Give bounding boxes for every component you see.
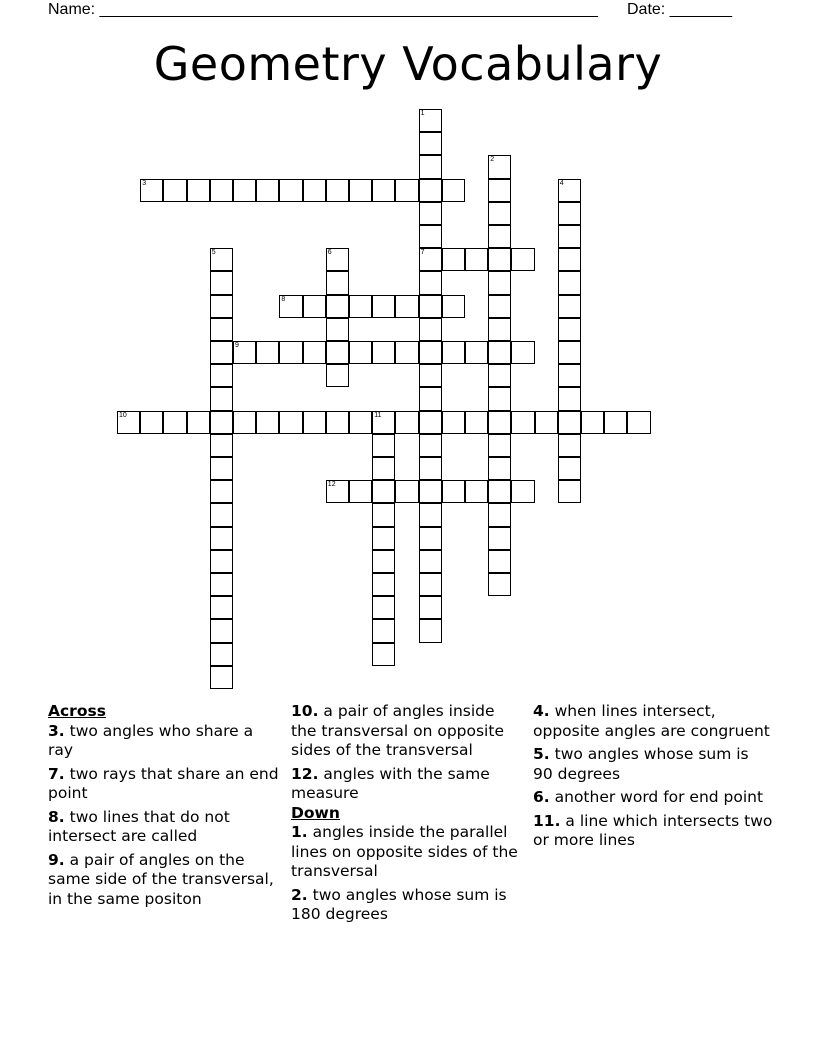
crossword-cell[interactable] bbox=[326, 411, 349, 434]
crossword-cell[interactable] bbox=[210, 318, 233, 341]
name-field[interactable]: Name: ________________________________________________________ bbox=[48, 1, 598, 18]
clue-number: 5. bbox=[533, 745, 550, 763]
crossword-cell[interactable] bbox=[140, 411, 163, 434]
crossword-cell[interactable] bbox=[395, 480, 418, 503]
clue-text: another word for end point bbox=[554, 788, 764, 806]
crossword-cell[interactable] bbox=[210, 411, 233, 434]
crossword-cell[interactable] bbox=[372, 434, 395, 457]
crossword-cell[interactable] bbox=[210, 573, 233, 596]
crossword-cell[interactable] bbox=[395, 179, 418, 202]
crossword-cell[interactable] bbox=[210, 387, 233, 410]
clue-text: two angles whose sum is 90 degrees bbox=[533, 745, 749, 783]
crossword-cell[interactable] bbox=[419, 503, 442, 526]
clue-down-4 bbox=[533, 702, 773, 741]
down-heading: Down bbox=[291, 803, 340, 822]
crossword-cell[interactable] bbox=[558, 364, 581, 387]
crossword-cell[interactable] bbox=[326, 295, 349, 318]
cell-number: 5 bbox=[211, 249, 216, 257]
crossword-cell[interactable] bbox=[210, 619, 233, 642]
crossword-cell[interactable] bbox=[558, 434, 581, 457]
crossword-cell[interactable] bbox=[419, 457, 442, 480]
clue-text: angles with the same measure bbox=[291, 764, 490, 802]
clues-column-1 bbox=[48, 702, 280, 913]
crossword-cell[interactable] bbox=[488, 248, 511, 271]
crossword-cell[interactable] bbox=[488, 318, 511, 341]
crossword-cell[interactable] bbox=[511, 411, 534, 434]
crossword-cell[interactable] bbox=[419, 225, 442, 248]
clue-number: 3. bbox=[48, 721, 65, 740]
clue-across-7 bbox=[48, 765, 280, 804]
crossword-cell[interactable] bbox=[210, 271, 233, 294]
crossword-cell[interactable] bbox=[419, 202, 442, 225]
clue-text: a pair of angles inside the transversal on opposite sides of the transversal bbox=[291, 702, 504, 759]
crossword-cell[interactable] bbox=[349, 179, 372, 202]
crossword-cell[interactable] bbox=[372, 503, 395, 526]
clue-text: two angles who share a ray bbox=[48, 721, 254, 759]
clues-column-3 bbox=[533, 702, 773, 855]
crossword-cell[interactable] bbox=[210, 596, 233, 619]
crossword-cell[interactable] bbox=[372, 619, 395, 642]
clue-text: angles inside the parallel lines on opposite sides of the transversal bbox=[291, 823, 518, 880]
clue-down-6 bbox=[533, 788, 773, 808]
crossword-cell[interactable] bbox=[558, 179, 581, 202]
date-field[interactable]: Date: _______ bbox=[627, 1, 732, 18]
crossword-cell[interactable] bbox=[372, 643, 395, 666]
crossword-cell[interactable] bbox=[326, 271, 349, 294]
cell-number: 12 bbox=[327, 481, 336, 489]
crossword-cell[interactable] bbox=[210, 480, 233, 503]
crossword-cell[interactable] bbox=[210, 364, 233, 387]
crossword-cell[interactable] bbox=[442, 341, 465, 364]
crossword-cell[interactable] bbox=[395, 295, 418, 318]
crossword-cell[interactable] bbox=[488, 457, 511, 480]
crossword-cell[interactable] bbox=[558, 341, 581, 364]
crossword-cell[interactable] bbox=[488, 295, 511, 318]
crossword-cell[interactable] bbox=[163, 179, 186, 202]
crossword-cell[interactable] bbox=[233, 179, 256, 202]
crossword-cell[interactable] bbox=[372, 550, 395, 573]
crossword-cell[interactable] bbox=[256, 179, 279, 202]
clue-number: 12. bbox=[291, 764, 319, 783]
crossword-cell[interactable] bbox=[419, 295, 442, 318]
crossword-cell[interactable] bbox=[465, 248, 488, 271]
crossword-cell[interactable] bbox=[326, 318, 349, 341]
clue-across-10 bbox=[291, 702, 523, 761]
crossword-cell[interactable] bbox=[488, 434, 511, 457]
crossword-cell[interactable] bbox=[511, 248, 534, 271]
crossword-cell[interactable] bbox=[558, 248, 581, 271]
crossword-cell[interactable] bbox=[326, 341, 349, 364]
crossword-cell[interactable] bbox=[581, 411, 604, 434]
cell-number: 11 bbox=[374, 411, 382, 419]
crossword-cell[interactable] bbox=[558, 387, 581, 410]
crossword-cell[interactable] bbox=[442, 411, 465, 434]
crossword-cell[interactable] bbox=[256, 341, 279, 364]
clue-down-5 bbox=[533, 745, 773, 784]
crossword-cell[interactable] bbox=[326, 248, 349, 271]
crossword-cell[interactable] bbox=[558, 271, 581, 294]
cell-number: 7 bbox=[420, 249, 425, 257]
clue-text: two angles whose sum is 180 degrees bbox=[291, 885, 507, 923]
crossword-cell[interactable] bbox=[511, 480, 534, 503]
crossword-cell[interactable] bbox=[210, 341, 233, 364]
crossword-cell[interactable] bbox=[419, 132, 442, 155]
crossword-cell[interactable] bbox=[488, 411, 511, 434]
crossword-cell[interactable] bbox=[604, 411, 627, 434]
crossword-cell[interactable] bbox=[372, 411, 395, 434]
crossword-cell[interactable] bbox=[303, 411, 326, 434]
crossword-cell[interactable] bbox=[187, 179, 210, 202]
crossword-cell[interactable] bbox=[558, 318, 581, 341]
crossword-cell[interactable] bbox=[419, 387, 442, 410]
crossword-cell[interactable] bbox=[210, 666, 233, 689]
crossword-cell[interactable] bbox=[419, 109, 442, 132]
crossword-cell[interactable] bbox=[210, 248, 233, 271]
crossword-cell[interactable] bbox=[210, 295, 233, 318]
crossword-cell[interactable] bbox=[465, 480, 488, 503]
crossword-cell[interactable] bbox=[419, 550, 442, 573]
crossword-cell[interactable] bbox=[303, 295, 326, 318]
clue-across-12 bbox=[291, 765, 523, 804]
crossword-cell[interactable] bbox=[210, 643, 233, 666]
page-title: Geometry Vocabulary bbox=[153, 37, 663, 91]
clue-number: 4. bbox=[533, 702, 550, 720]
crossword-cell[interactable] bbox=[488, 225, 511, 248]
crossword-cell[interactable] bbox=[210, 179, 233, 202]
crossword-cell[interactable] bbox=[210, 527, 233, 550]
cell-number: 6 bbox=[327, 249, 332, 257]
clue-down-11 bbox=[533, 812, 773, 851]
crossword-cell[interactable] bbox=[558, 202, 581, 225]
crossword-cell[interactable] bbox=[419, 318, 442, 341]
crossword-cell[interactable] bbox=[349, 341, 372, 364]
crossword-cell[interactable] bbox=[488, 503, 511, 526]
crossword-cell[interactable] bbox=[488, 480, 511, 503]
crossword-cell[interactable] bbox=[488, 550, 511, 573]
crossword-cell[interactable] bbox=[419, 480, 442, 503]
crossword-cell[interactable] bbox=[349, 480, 372, 503]
crossword-cell[interactable] bbox=[210, 503, 233, 526]
cell-number: 9 bbox=[235, 342, 239, 349]
crossword-cell[interactable] bbox=[419, 364, 442, 387]
crossword-cell[interactable] bbox=[279, 411, 302, 434]
crossword-cell[interactable] bbox=[558, 295, 581, 318]
cell-number: 4 bbox=[559, 179, 564, 187]
crossword-cell[interactable] bbox=[303, 341, 326, 364]
crossword-cell[interactable] bbox=[488, 527, 511, 550]
crossword-cell[interactable] bbox=[326, 364, 349, 387]
clue-number: 6. bbox=[533, 788, 550, 806]
clue-text: two rays that share an end point bbox=[48, 764, 279, 802]
crossword-cell[interactable] bbox=[326, 179, 349, 202]
crossword-cell[interactable] bbox=[419, 411, 442, 434]
crossword-cell[interactable] bbox=[419, 248, 442, 271]
crossword-cell[interactable] bbox=[372, 573, 395, 596]
crossword-cell[interactable] bbox=[419, 341, 442, 364]
crossword-cell[interactable] bbox=[488, 341, 511, 364]
cell-number: 2 bbox=[490, 156, 495, 164]
crossword-cell[interactable] bbox=[627, 411, 650, 434]
crossword-cell[interactable] bbox=[488, 573, 511, 596]
crossword-cell[interactable] bbox=[233, 341, 256, 364]
across-heading: Across bbox=[48, 702, 106, 720]
crossword-cell[interactable] bbox=[558, 225, 581, 248]
crossword-cell[interactable] bbox=[349, 411, 372, 434]
crossword-cell[interactable] bbox=[210, 434, 233, 457]
clue-text: a pair of angles on the same side of the transversal, in the same positon bbox=[48, 850, 274, 908]
crossword-cell[interactable] bbox=[488, 155, 511, 178]
crossword-cell[interactable] bbox=[187, 411, 210, 434]
crossword-cell[interactable] bbox=[419, 596, 442, 619]
cell-number: 1 bbox=[420, 110, 425, 117]
crossword-cell[interactable] bbox=[488, 202, 511, 225]
clue-text: a line which intersects two or more lines bbox=[533, 811, 773, 849]
crossword-cell[interactable] bbox=[372, 480, 395, 503]
crossword-cell[interactable] bbox=[465, 411, 488, 434]
crossword-cell[interactable] bbox=[442, 248, 465, 271]
crossword-cell[interactable] bbox=[535, 411, 558, 434]
crossword-cell[interactable] bbox=[419, 179, 442, 202]
clue-number: 7. bbox=[48, 764, 65, 783]
clue-down-1 bbox=[291, 823, 523, 882]
crossword-cell[interactable] bbox=[488, 271, 511, 294]
crossword-cell[interactable] bbox=[372, 596, 395, 619]
crossword-cell[interactable] bbox=[511, 341, 534, 364]
crossword-cell[interactable] bbox=[442, 295, 465, 318]
clue-number: 11. bbox=[533, 811, 561, 830]
crossword-cell[interactable] bbox=[279, 179, 302, 202]
crossword-cell[interactable] bbox=[558, 457, 581, 480]
crossword-cell[interactable] bbox=[395, 341, 418, 364]
crossword-cell[interactable] bbox=[419, 619, 442, 642]
clue-number: 8. bbox=[48, 807, 65, 826]
crossword-cell[interactable] bbox=[349, 295, 372, 318]
crossword-cell[interactable] bbox=[372, 341, 395, 364]
clue-across-8 bbox=[48, 808, 280, 847]
crossword-cell[interactable] bbox=[419, 271, 442, 294]
crossword-cell[interactable] bbox=[558, 480, 581, 503]
crossword-cell[interactable] bbox=[419, 434, 442, 457]
crossword-cell[interactable] bbox=[419, 527, 442, 550]
crossword-cell[interactable] bbox=[419, 155, 442, 178]
crossword-cell[interactable] bbox=[279, 295, 302, 318]
crossword-cell[interactable] bbox=[488, 387, 511, 410]
clue-across-9 bbox=[48, 851, 280, 910]
crossword-cell[interactable] bbox=[488, 179, 511, 202]
crossword-cell[interactable] bbox=[210, 457, 233, 480]
crossword-cell[interactable] bbox=[558, 411, 581, 434]
cell-number: 8 bbox=[281, 295, 286, 303]
clue-number: 9. bbox=[48, 850, 65, 869]
crossword-cell[interactable] bbox=[419, 573, 442, 596]
crossword-cell[interactable] bbox=[372, 295, 395, 318]
clue-number: 10. bbox=[291, 702, 319, 720]
crossword-cell[interactable] bbox=[303, 179, 326, 202]
clue-number: 1. bbox=[291, 823, 308, 841]
crossword-cell[interactable] bbox=[140, 179, 163, 202]
crossword-cell[interactable] bbox=[395, 411, 418, 434]
clue-number: 2. bbox=[291, 885, 308, 904]
crossword-cell[interactable] bbox=[465, 341, 488, 364]
crossword-cell[interactable] bbox=[488, 364, 511, 387]
clue-text: when lines intersect, opposite angles are congruent bbox=[533, 702, 770, 740]
crossword-cell[interactable] bbox=[163, 411, 186, 434]
crossword-cell[interactable] bbox=[442, 179, 465, 202]
crossword-cell[interactable] bbox=[256, 411, 279, 434]
clues-column-2 bbox=[291, 702, 523, 929]
clue-down-2 bbox=[291, 886, 523, 925]
crossword-cell[interactable] bbox=[117, 411, 140, 434]
cell-number: 10 bbox=[119, 411, 127, 419]
clue-across-3 bbox=[48, 722, 280, 761]
crossword-cell[interactable] bbox=[372, 527, 395, 550]
crossword-cell[interactable] bbox=[372, 179, 395, 202]
crossword-cell[interactable] bbox=[210, 550, 233, 573]
crossword-cell[interactable] bbox=[233, 411, 256, 434]
crossword-cell[interactable] bbox=[442, 480, 465, 503]
crossword-cell[interactable] bbox=[279, 341, 302, 364]
crossword-cell[interactable] bbox=[326, 480, 349, 503]
crossword-cell[interactable] bbox=[372, 457, 395, 480]
cell-number: 3 bbox=[142, 179, 147, 187]
clue-text: two lines that do not intersect are called bbox=[48, 807, 230, 845]
